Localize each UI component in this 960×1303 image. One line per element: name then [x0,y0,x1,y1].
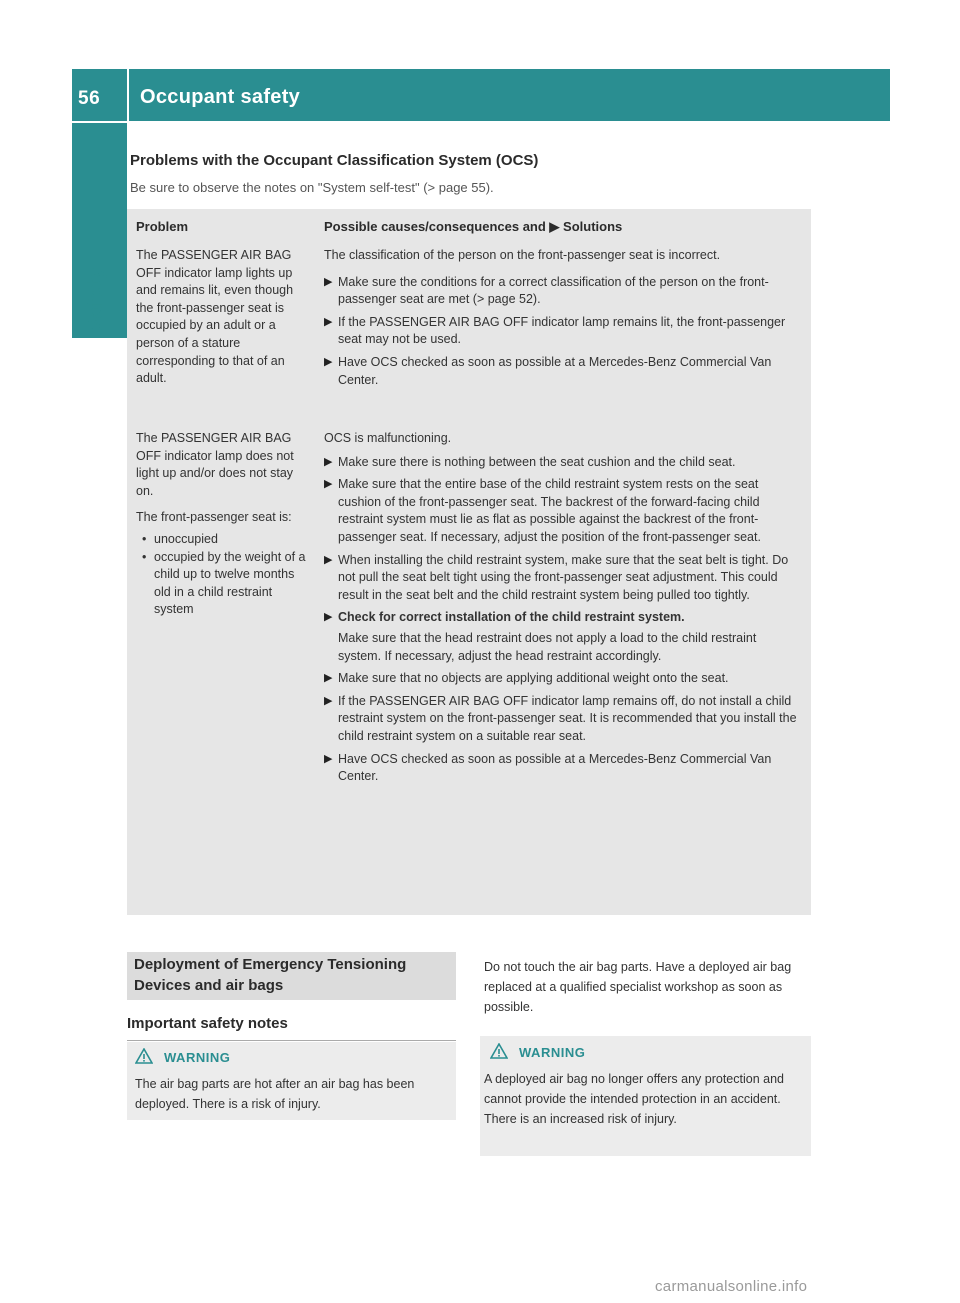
action-item: ▶ Make sure there is nothing between the seat cushion and the child seat. [324,454,802,472]
divider [127,1040,456,1041]
action-item: ▶ If the PASSENGER AIR BAG OFF indicator lamp remains lit, the front-passenger seat may not be used. [324,314,786,347]
action-item: ▶ When installing the child restraint system, make sure that the seat belt is tight. Do not pull the seat belt tight using the front-passenger seat adjustment. This could result in the seat belt and the child restraint system being pulled too tightly. [324,552,789,602]
action-arrow-icon: ▶ [324,611,333,624]
action-item: ▶ Have OCS checked as soon as possible at a Mercedes-Benz Commercial Van Center. [324,354,772,387]
warning-triangle-icon [135,1048,153,1064]
header-divider [127,69,129,121]
problem-table [127,209,811,915]
page-title: Occupant safety [140,86,301,108]
warning-text: A deployed air bag no longer offers any protection and cannot provide the intended protection in an accident. There is an increased risk of injury. [484,1072,784,1126]
body-text: Do not touch the air bag parts. Have a deployed air bag replaced at a qualified specialist workshop as soon as possible. [484,960,792,1014]
action-arrow-icon: ▶ [324,275,333,288]
action-arrow-icon: ▶ [324,315,333,328]
action-arrow-icon: ▶ [324,672,333,685]
table-row-2-solutions [324,430,802,791]
table-row-1-problem [136,247,311,397]
list-item: • unoccupied [146,531,311,549]
action-arrow-icon: ▶ [324,694,333,707]
problem-text: The PASSENGER AIR BAG OFF indicator lamp lights up and remains lit, even though the front-passenger seat is occupied by an adult or a person of a stature corresponding to that of an adult. [136,248,294,386]
safety-notes-heading: Important safety notes [127,1015,288,1032]
action-item: ▶ Check for correct installation of the child restraint system. [324,609,802,627]
list-item: • occupied by the weight of a child up to twelve months old in a child restraint system [146,549,311,619]
condition-list [136,531,311,619]
problem-text: The PASSENGER AIR BAG OFF indicator lamp does not light up and/or does not stay on. [136,431,294,498]
table-row-2-problem [136,430,311,619]
warning-triangle-icon [490,1043,508,1059]
warning-text: The air bag parts are hot after an air bag has been deployed. There is a risk of injury. [135,1077,415,1111]
warning-label: WARNING [164,1050,231,1065]
section-heading: Problems with the Occupant Classification System (OCS) [130,152,539,169]
intro-text: Be sure to observe the notes on "System self-test" (> page 55). [130,180,494,195]
action-item: ▶ Make sure that no objects are applying additional weight onto the seat. [324,670,802,688]
action-arrow-icon: ▶ [324,355,333,368]
action-item: ▶ Have OCS checked as soon as possible at a Mercedes-Benz Commercial Van Center. [324,751,772,784]
action-arrow-icon: ▶ [324,455,333,468]
deployment-heading: Deployment of Emergency Tensioning Devices and air bags [134,956,407,994]
table-row-1-solutions [324,247,802,394]
action-note: Make sure that the head restraint does not apply a load to the child restraint system. If necessary, adjust the head restraint accordingly. [338,630,757,663]
cause-text: OCS is malfunctioning. [324,431,452,445]
action-item: ▶ Make sure that the entire base of the child restraint system rests on the seat cushion of the front-passenger seat. The backrest of the forward-facing child restraint system must lie as flat as possible against the backrest of the front-passenger seat. If necessary, adjust the position of the front-passenger seat. [324,477,761,544]
action-arrow-icon: ▶ [324,553,333,566]
column-header-solutions: Possible causes/consequences and ▶ Solutions [324,219,623,234]
action-item: ▶ If the PASSENGER AIR BAG OFF indicator lamp remains off, do not install a child restraint system on the front-passenger seat. It is recommended that you install the child restraint system on a suitable rear seat. [324,693,797,743]
problem-text: The front-passenger seat is: [136,510,292,525]
page-number: 56 [78,88,101,109]
sidebar-label: Safety [84,266,107,333]
column-header-problem: Problem [136,219,189,234]
action-item: ▶ Make sure the conditions for a correct classification of the person on the front-passenger seat are met (> page 52). [324,274,769,307]
action-arrow-icon: ▶ [324,478,333,491]
cause-text: The classification of the person on the front-passenger seat is incorrect. [324,248,721,262]
action-arrow-icon: ▶ [324,752,333,765]
warning-label: WARNING [519,1045,586,1060]
watermark: carmanualsonline.info [655,1278,808,1295]
